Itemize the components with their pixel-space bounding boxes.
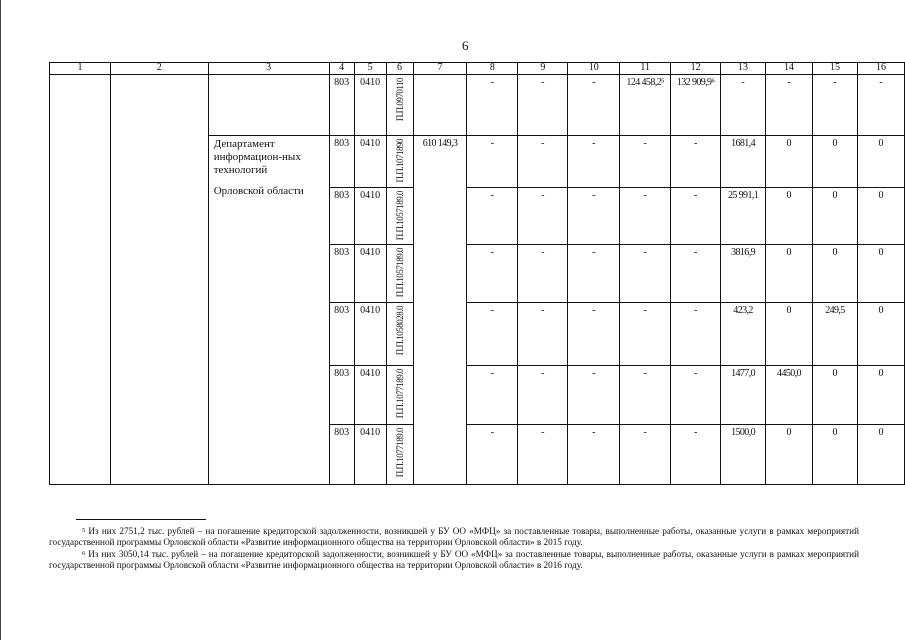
cell-c8: -	[467, 424, 518, 484]
cell-c16: 0	[857, 302, 904, 365]
cell-c12: -	[671, 365, 721, 424]
page-number: 6	[462, 38, 469, 53]
table-row	[50, 75, 905, 136]
cell-c10: -	[568, 245, 620, 302]
cell-c8: -	[467, 245, 518, 302]
page-edge-line	[0, 0, 1, 640]
cell-c10: -	[568, 365, 620, 424]
cell-c5: 0410	[354, 136, 386, 188]
cell-c12: -	[671, 302, 721, 365]
cell-c9: -	[518, 245, 568, 302]
footnote-separator	[76, 519, 206, 520]
cell-c12: -	[671, 136, 721, 188]
cell-c16: 0	[857, 245, 904, 302]
cell-c10: -	[568, 188, 620, 245]
code-text: П.П.0970110	[394, 78, 405, 122]
cell-c11: -	[620, 424, 671, 484]
cell-c12: -	[671, 424, 721, 484]
cell-c11: -	[620, 302, 671, 365]
cell-c14: 0	[766, 245, 813, 302]
cell-c8: -	[467, 136, 518, 188]
cell-c13: -	[721, 75, 766, 136]
cell-c14: 4450,0	[766, 365, 813, 424]
cell-c12: -	[671, 245, 721, 302]
footnote-6-text: Из них 3050,14 тыс. рублей – на погашение кредиторской задолженности, возникшей у БУ ОО «МФЦ» за поставленные товары, выполненные работы, оказанные услуги в рамках мероприятий государственной программы Орловской области «Развитие информационного общества на территории Орловской области» в 2016 году.	[49, 549, 860, 570]
cell-c10: -	[568, 302, 620, 365]
cell-c12: -	[671, 188, 721, 245]
cell-c15: 0	[812, 424, 857, 484]
cell-c13: 1500,0	[721, 424, 766, 484]
code-text: П.П.1058028.0	[394, 305, 405, 355]
cell-code	[386, 136, 413, 188]
cell-c4: 803	[329, 188, 354, 245]
table-header-row	[50, 63, 905, 75]
footnote-5	[49, 526, 859, 548]
header-cell: 15	[812, 63, 857, 75]
header-cell: 7	[413, 63, 467, 75]
header-cell: 6	[386, 63, 413, 75]
cell-c15: 0	[812, 245, 857, 302]
cell-c4: 803	[329, 75, 354, 136]
header-cell: 5	[354, 63, 386, 75]
cell-c10: -	[568, 424, 620, 484]
cell-c15: 249,5	[812, 302, 857, 365]
col3-cell	[208, 75, 329, 136]
department-region: Орловской области	[213, 185, 304, 197]
cell-c15: -	[812, 75, 857, 136]
col1-cell	[50, 75, 111, 485]
header-cell: 14	[766, 63, 813, 75]
cell-c5: 0410	[354, 188, 386, 245]
cell-c8: -	[467, 188, 518, 245]
cell-c4: 803	[329, 424, 354, 484]
cell-code	[386, 365, 413, 424]
cell-c14: 0	[766, 424, 813, 484]
cell-c8: -	[467, 302, 518, 365]
cell-c8: -	[467, 365, 518, 424]
code-text: П.П.1057189.0	[394, 248, 405, 298]
cell-c7-total: 610 149,3	[413, 136, 467, 485]
cell-c5: 0410	[354, 75, 386, 136]
cell-c16: 0	[857, 365, 904, 424]
header-cell: 13	[721, 63, 766, 75]
footnote-6	[49, 549, 859, 571]
cell-code	[386, 302, 413, 365]
cell-c5: 0410	[354, 365, 386, 424]
cell-c9: -	[518, 365, 568, 424]
cell-c14: 0	[766, 188, 813, 245]
cell-c11: 124 458,2⁵	[620, 75, 671, 136]
cell-c13: 1477,0	[721, 365, 766, 424]
header-cell: 11	[620, 63, 671, 75]
department-cell	[208, 136, 329, 485]
cell-c16: 0	[857, 424, 904, 484]
cell-c5: 0410	[354, 424, 386, 484]
cell-c5: 0410	[354, 302, 386, 365]
header-cell: 10	[568, 63, 620, 75]
header-cell: 1	[50, 63, 111, 75]
col2-cell	[110, 75, 208, 485]
code-text: П.П.1077189.0	[394, 368, 405, 418]
header-cell: 12	[671, 63, 721, 75]
cell-code	[386, 188, 413, 245]
cell-c4: 803	[329, 136, 354, 188]
cell-c16: 0	[857, 188, 904, 245]
footnote-5-text: Из них 2751,2 тыс. рублей – на погашение кредиторской задолженности, возникшей у БУ ОО «МФЦ» за поставленные товары, выполненные работы, оказанные услуги в рамках мероприятий государственной программы Орловской области «Развитие информационного общества на территории Орловской области» в 2015 году.	[49, 526, 859, 547]
cell-c4: 803	[329, 302, 354, 365]
cell-code	[386, 424, 413, 484]
cell-code	[386, 75, 413, 136]
cell-c9: -	[518, 75, 568, 136]
cell-c15: 0	[812, 188, 857, 245]
cell-c7	[413, 75, 467, 136]
cell-c13: 25 991,1	[721, 188, 766, 245]
department-name: Департамент информацион-ных технологий	[213, 138, 301, 176]
cell-c15: 0	[812, 136, 857, 188]
cell-c16: -	[857, 75, 904, 136]
cell-c14: -	[766, 75, 813, 136]
cell-c11: -	[620, 136, 671, 188]
cell-c11: -	[620, 365, 671, 424]
cell-c9: -	[518, 302, 568, 365]
header-cell: 9	[518, 63, 568, 75]
header-cell: 16	[857, 63, 904, 75]
cell-c15: 0	[812, 365, 857, 424]
cell-c4: 803	[329, 365, 354, 424]
cell-c10: -	[568, 136, 620, 188]
cell-c13: 3816,9	[721, 245, 766, 302]
cell-c9: -	[518, 188, 568, 245]
footnote-6-mark: 6	[82, 550, 86, 557]
cell-c11: -	[620, 245, 671, 302]
footnote-5-mark: 5	[82, 527, 86, 534]
cell-c8: -	[467, 75, 518, 136]
cell-c11: -	[620, 188, 671, 245]
cell-c12: 132 909,9⁶	[671, 75, 721, 136]
cell-code	[386, 245, 413, 302]
cell-c16: 0	[857, 136, 904, 188]
cell-c9: -	[518, 136, 568, 188]
cell-c5: 0410	[354, 245, 386, 302]
header-cell: 4	[329, 63, 354, 75]
code-text: П.П.1077189.0	[394, 427, 405, 477]
cell-c4: 803	[329, 245, 354, 302]
budget-table	[49, 62, 905, 485]
cell-c13: 1681,4	[721, 136, 766, 188]
cell-c14: 0	[766, 136, 813, 188]
header-cell: 2	[110, 63, 208, 75]
cell-c10: -	[568, 75, 620, 136]
header-cell: 8	[467, 63, 518, 75]
cell-c9: -	[518, 424, 568, 484]
code-text: П.П.1057189.0	[394, 191, 405, 241]
header-cell: 3	[208, 63, 329, 75]
cell-c13: 423,2	[721, 302, 766, 365]
code-text: П.П.1071890	[394, 139, 405, 183]
cell-c14: 0	[766, 302, 813, 365]
